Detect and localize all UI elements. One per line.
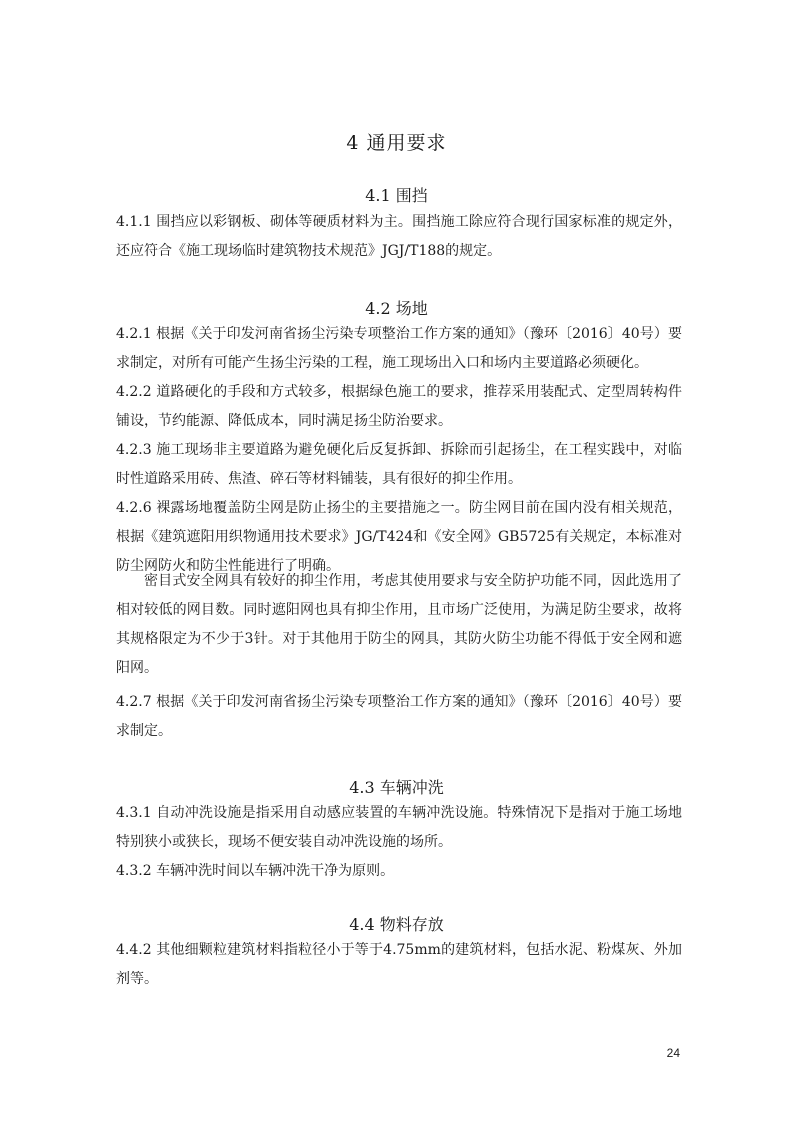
paragraph-4-2-6-note: 密目式安全网具有较好的抑尘作用，考虑其使用要求与安全防护功能不同，因此选用了相对较低的网目数。同时遮阳网也具有抑尘作用，且市场广泛使用，为满足防尘要求，故将其规格限定为不少于3针。对于其他用于防尘的网具，其防火防尘功能不得低于安全网和遮阳网。 xyxy=(116,573,682,676)
page-number: 24 xyxy=(666,1046,680,1060)
paragraph-4-2-6: 4.2.6 裸露场地覆盖防尘网是防止扬尘的主要措施之一。防尘网目前在国内没有相关规范，根据《建筑遮阳用织物通用技术要求》JG/T424和《安全网》GB5725有关规定，本标准对防尘网防火和防尘性能进行了明确。 xyxy=(116,500,682,574)
paragraph-4-2-3: 4.2.3 施工现场非主要道路为避免硬化后反复拆卸、拆除而引起扬尘，在工程实践中，对临时性道路采用砖、焦渣、碎石等材料铺装，具有很好的抑尘作用。 xyxy=(116,442,682,487)
paragraph-4-2-1: 4.2.1 根据《关于印发河南省扬尘污染专项整治工作方案的通知》（豫环〔2016〕40号）要求制定，对所有可能产生扬尘污染的工程，施工现场出入口和场内主要道路必须硬化。 xyxy=(116,326,682,371)
paragraph-4-2-7: 4.2.7 根据《关于印发河南省扬尘污染专项整治工作方案的通知》（豫环〔2016〕40号）要求制定。 xyxy=(116,694,682,739)
chapter-title: 4 通用要求 xyxy=(346,132,447,154)
section-title-4-4: 4.4 物料存放 xyxy=(349,915,444,934)
section-title-4-3: 4.3 车辆冲洗 xyxy=(349,778,444,797)
paragraph-4-4-2: 4.4.2 其他细颗粒建筑材料指粒径小于等于4.75mm的建筑材料，包括水泥、粉煤灰、外加剂等。 xyxy=(116,942,682,987)
paragraph-4-2-2: 4.2.2 道路硬化的手段和方式较多，根据绿色施工的要求，推荐采用装配式、定型周转构件铺设，节约能源、降低成本，同时满足扬尘防治要求。 xyxy=(116,384,682,429)
paragraph-4-3-2: 4.3.2 车辆冲洗时间以车辆冲洗干净为原则。 xyxy=(116,863,395,879)
section-title-4-2: 4.2 场地 xyxy=(365,299,428,318)
paragraph-4-1-1: 4.1.1 围挡应以彩钢板、砌体等硬质材料为主。围挡施工除应符合现行国家标准的规定外，还应符合《施工现场临时建筑物技术规范》JGJ/T188的规定。 xyxy=(116,214,682,259)
paragraph-4-3-1: 4.3.1 自动冲洗设施是指采用自动感应装置的车辆冲洗设施。特殊情况下是指对于施工场地特别狭小或狭长，现场不便安装自动冲洗设施的场所。 xyxy=(116,805,682,850)
section-title-4-1: 4.1 围挡 xyxy=(365,186,428,205)
